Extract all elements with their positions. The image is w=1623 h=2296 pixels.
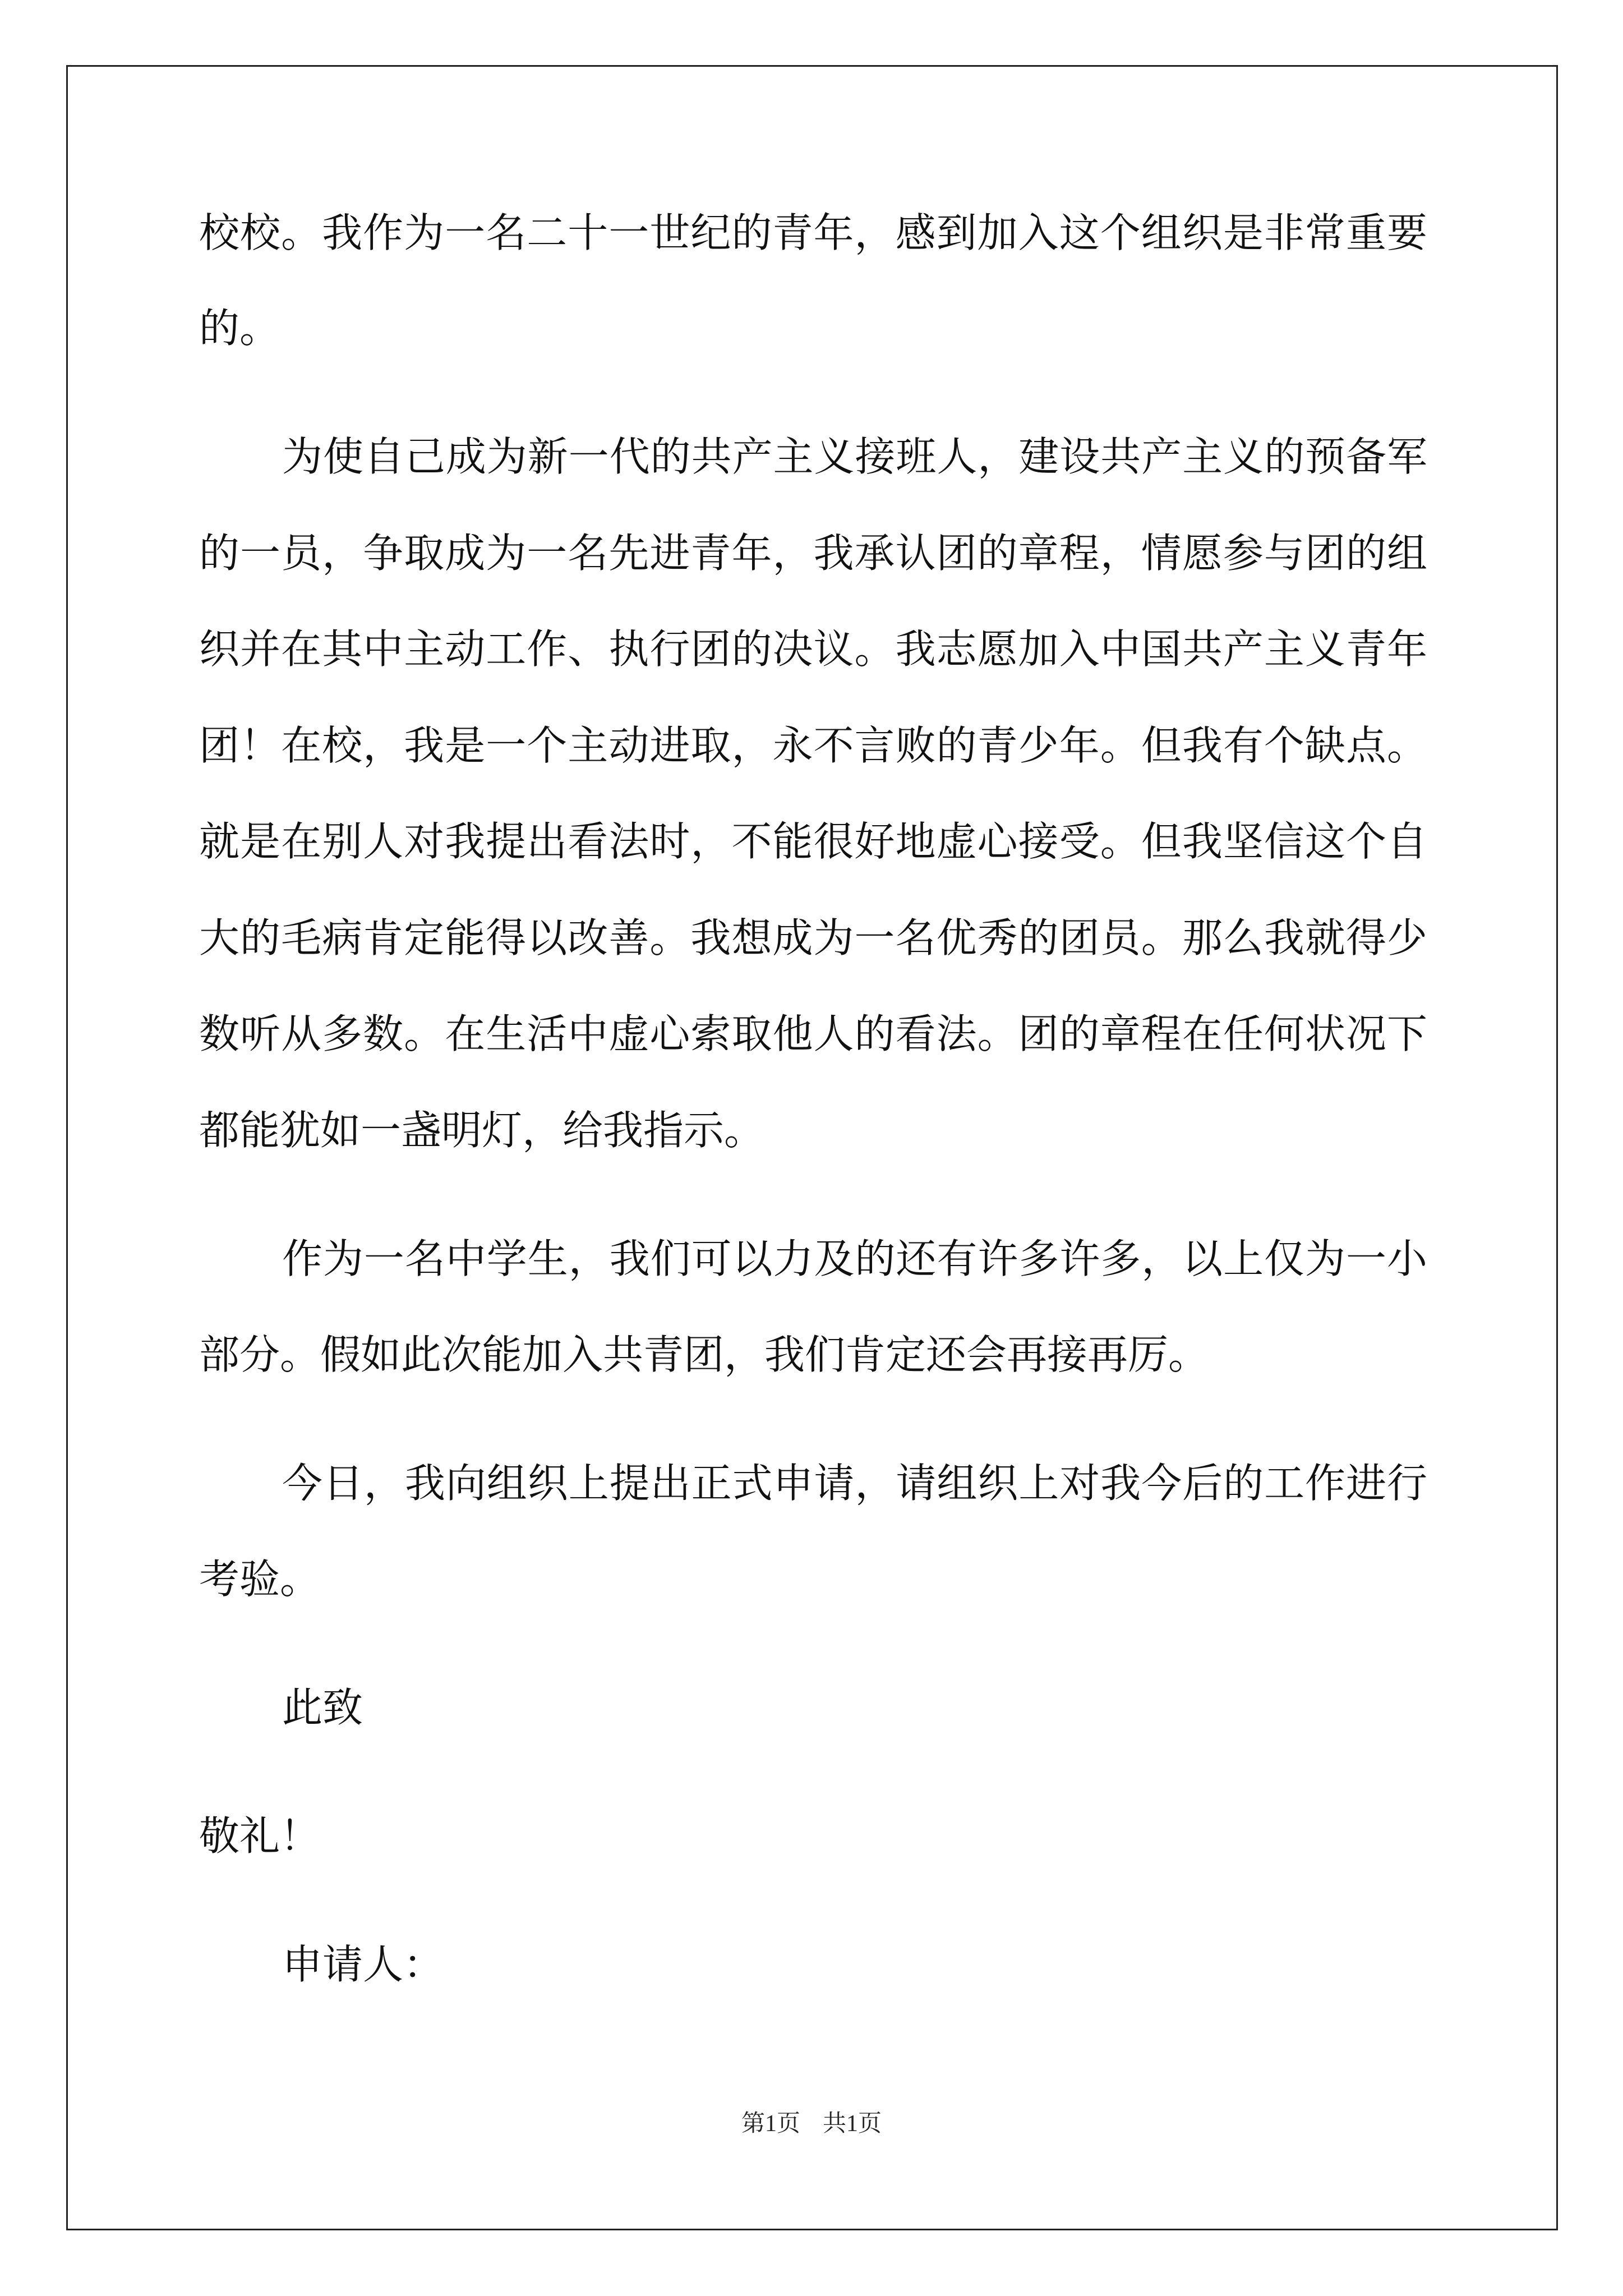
body-line: 考验。 [199,1556,321,1603]
body-line: 数听从多数。在生活中虚心索取他人的看法。团的章程在任何状况下 [199,1010,1427,1057]
body-line: 都能犹如一盏明灯，给我指示。 [199,1107,765,1154]
body-line: 的一员，争取成为一名先进青年，我承认团的章程，情愿参与团的组 [199,530,1427,577]
paragraph-start-line: 作为一名中学生，我们可以力及的还有许多许多，以上仅为一小 [282,1235,1427,1282]
page-footer [0,2105,1623,2138]
closing-respect: 敬礼！ [199,1812,321,1860]
body-line: 织并在其中主动工作、执行团的决议。我志愿加入中国共产主义青年 [199,625,1427,673]
paragraph-start-line: 为使自己成为新一代的共产主义接班人，建设共产主义的预备军 [282,433,1427,480]
page-number-total: 共1页 [823,2111,882,2137]
body-line: 校校。我作为一名二十一世纪的青年，感到加入这个组织是非常重要 [199,209,1427,256]
body-line: 就是在别人对我提出看法时，不能很好地虚心接受。但我坚信这个自 [199,818,1427,865]
body-line: 部分。假如此次能加入共青团，我们肯定还会再接再厉。 [199,1331,1209,1378]
applicant-signature-label: 申请人： [282,1941,444,1988]
closing-salutation: 此致 [282,1684,363,1731]
body-line: 团！在校，我是一个主动进取，永不言败的青少年。但我有个缺点。 [199,722,1427,769]
page-number-current: 第1页 [741,2111,800,2137]
body-line: 的。 [199,305,280,352]
body-line: 大的毛病肯定能得以改善。我想成为一名优秀的团员。那么我就得少 [199,914,1427,961]
paragraph-start-line: 今日，我向组织上提出正式申请，请组织上对我今后的工作进行 [282,1460,1427,1507]
